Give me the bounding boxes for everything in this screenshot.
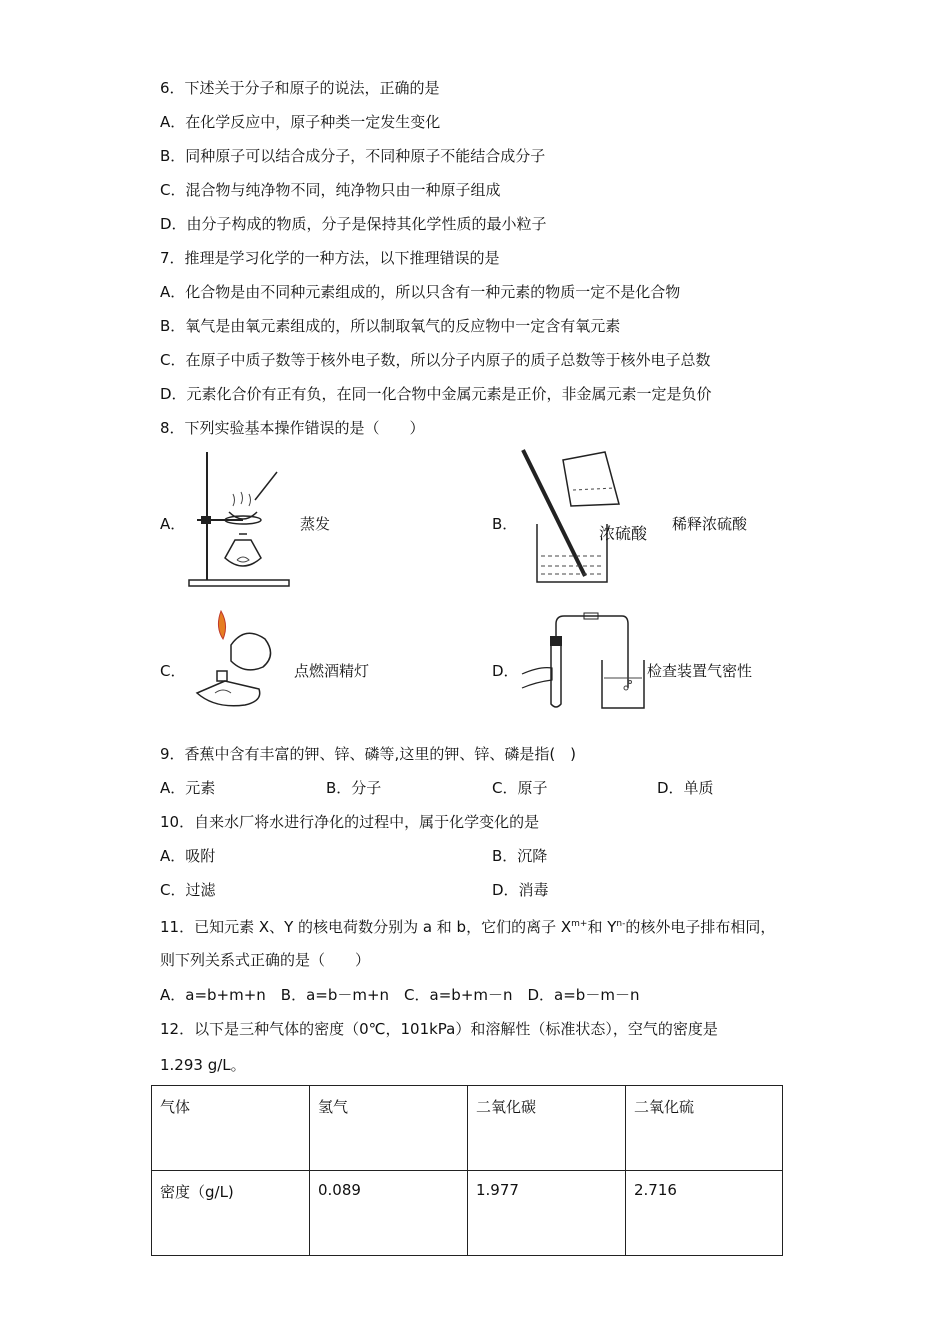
dilution-apparatus-figure	[515, 446, 665, 588]
q12-stem-line1: 12．以下是三种气体的密度（0℃，101kPa）和溶解性（标准状态），空气的密度是	[160, 1020, 718, 1038]
q8-fig-b-caption: 稀释浓硫酸	[672, 515, 748, 533]
q11-stem-line1	[160, 914, 775, 937]
table-cell: 气体	[152, 1086, 310, 1171]
alcohol-lamp-figure	[185, 605, 285, 713]
evaporation-apparatus-figure	[185, 450, 295, 590]
table-cell: 氢气	[310, 1086, 468, 1171]
q11-ion-y-charge: n-	[616, 919, 626, 929]
q8-fig-c-letter: C．	[160, 662, 186, 680]
table-row	[152, 1171, 783, 1256]
q9-option-b: B．分子	[326, 779, 382, 797]
q11-stem-line2: 则下列关系式正确的是（ ）	[160, 951, 371, 969]
q10-option-c: C．过滤	[160, 881, 216, 899]
q7-option-c: C．在原子中质子数等于核外电子数，所以分子内原子的质子总数等于核外电子总数	[160, 351, 711, 369]
table-cell: 二氧化碳	[468, 1086, 626, 1171]
q9-stem: 9．香蕉中含有丰富的钾、锌、磷等,这里的钾、锌、磷是指( )	[160, 745, 577, 763]
q8-fig-a-caption: 蒸发	[300, 515, 331, 533]
airtightness-check-figure	[518, 608, 648, 712]
q7-stem: 7．推理是学习化学的一种方法，以下推理错误的是	[160, 249, 500, 267]
q6-option-a: A．在化学反应中，原子种类一定发生变化	[160, 113, 441, 131]
q8-fig-d-caption: 检查装置气密性	[647, 662, 753, 680]
q12-stem-line2: 1.293 g/L。	[160, 1056, 246, 1074]
table-header-row	[152, 1086, 783, 1171]
q7-option-a: A．化合物是由不同种元素组成的，所以只含有一种元素的物质一定不是化合物	[160, 283, 681, 301]
q7-option-d: D．元素化合价有正有负，在同一化合物中金属元素是正价，非金属元素一定是负价	[160, 385, 712, 403]
q8-fig-b-letter: B．	[492, 515, 518, 533]
table-cell: 2.716	[626, 1171, 783, 1256]
q10-option-d: D．消毒	[492, 881, 549, 899]
q6-option-d: D．由分子构成的物质，分子是保持其化学性质的最小粒子	[160, 215, 547, 233]
q8-stem: 8．下列实验基本操作错误的是（ ）	[160, 419, 425, 437]
q8-fig-a-letter: A．	[160, 515, 186, 533]
q10-option-b: B．沉降	[492, 847, 548, 865]
gas-properties-table	[151, 1085, 783, 1256]
table-cell: 二氧化硫	[626, 1086, 783, 1171]
q9-option-d: D．单质	[657, 779, 714, 797]
q6-stem: 6．下述关于分子和原子的说法，正确的是	[160, 79, 440, 97]
q9-option-a: A．元素	[160, 779, 216, 797]
q11-stem-mid: 和 Y	[587, 918, 617, 936]
q10-option-a: A．吸附	[160, 847, 216, 865]
q7-option-b: B．氧气是由氧元素组成的，所以制取氧气的反应物中一定含有氧元素	[160, 317, 621, 335]
q8-fig-b-inline-label: 浓硫酸	[599, 524, 648, 543]
q11-options: A．a=b+m+n B．a=b－m+n C．a=b+m－n D．a=b－m－n	[160, 986, 640, 1004]
q6-option-c: C．混合物与纯净物不同，纯净物只由一种原子组成	[160, 181, 501, 199]
q8-fig-c-caption: 点燃酒精灯	[294, 662, 370, 680]
q9-option-c: C．原子	[492, 779, 548, 797]
q11-stem-end: 的核外电子排布相同，	[625, 918, 776, 936]
table-cell: 1.977	[468, 1171, 626, 1256]
q11-stem-part1: 11．已知元素 X、Y 的核电荷数分别为 a 和 b，它们的离子 X	[160, 918, 572, 936]
table-cell: 0.089	[310, 1171, 468, 1256]
q10-stem: 10．自来水厂将水进行净化的过程中，属于化学变化的是	[160, 813, 540, 831]
table-cell: 密度（g/L)	[152, 1171, 310, 1256]
q8-fig-d-letter: D．	[492, 662, 519, 680]
q6-option-b: B．同种原子可以结合成分子，不同种原子不能结合成分子	[160, 147, 546, 165]
q11-ion-x-charge: m+	[571, 919, 588, 929]
